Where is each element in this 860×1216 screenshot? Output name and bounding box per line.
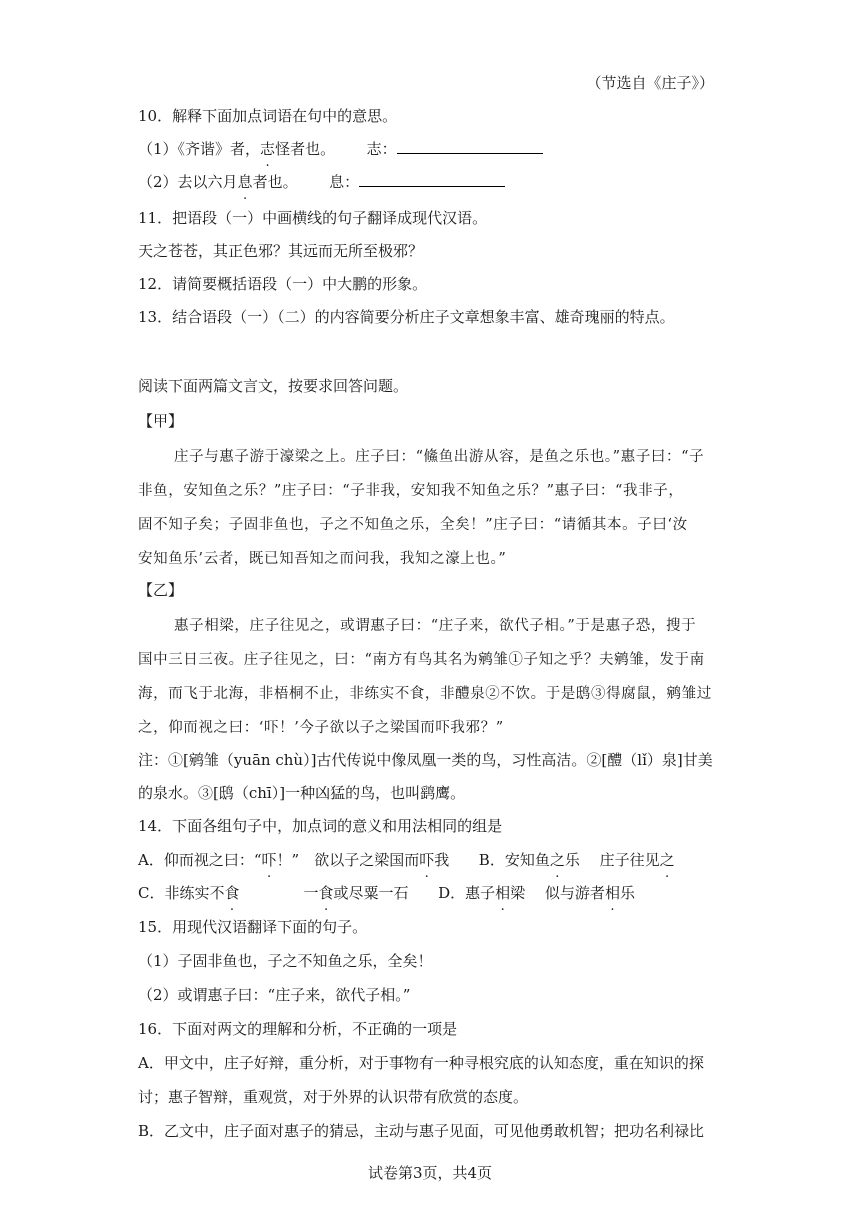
q10-item1-dotted-word: 志 xyxy=(260,140,276,158)
q14-options-row-1 xyxy=(138,850,675,870)
q14-d-text-3: 乐 xyxy=(619,884,635,902)
q14-a-dotted-2: 吓 xyxy=(419,851,435,869)
question-11-sentence: 天之苍苍，其正色邪？其远而无所至极邪？ xyxy=(138,242,424,260)
q16-option-b-line-1[interactable]: B．乙文中，庄子面对惠子的猜忌，主动与惠子见面，可见他勇敢机智；把功名利禄比 xyxy=(138,1122,705,1140)
source-note: （节选自《庄子》） xyxy=(586,74,714,92)
q14-b-dotted-2: 之 xyxy=(659,851,675,869)
q10-item1-pre: （1）《齐谐》者， xyxy=(138,140,261,158)
question-15-stem: 15．用现代汉语翻译下面的句子。 xyxy=(138,918,368,936)
question-13-stem: 13．结合语段（一）（二）的内容简要分析庄子文章想象丰富、雄奇瑰丽的特点。 xyxy=(138,308,675,326)
q10-item2-dotted-word: 息 xyxy=(237,173,253,191)
passage-yi-label: 【乙】 xyxy=(138,581,184,599)
yi-line-4: 之，仰而视之曰：‘吓！’今子欲以子之梁国而吓我邪？” xyxy=(138,720,504,736)
q14-d-dotted-1: 相 xyxy=(495,884,511,902)
yi-line-1: 惠子相梁，庄子往见之，或谓惠子曰：“庄子来，欲代子相。”于是惠子恐，搜于 xyxy=(174,618,697,634)
question-10-item-2 xyxy=(138,172,505,192)
yi-line-2: 国中三日三夜。庄子往见之，曰：“南方有鸟其名为鹓雏①子知之乎？夫鹓雏，发于南 xyxy=(138,652,705,668)
q14-c-text-1: C．非练实不 xyxy=(138,884,225,902)
q14-d-text-1: D．惠子 xyxy=(438,884,496,902)
question-16-stem: 16．下面对两文的理解和分析，不正确的一项是 xyxy=(138,1020,458,1038)
q14-options-row-2 xyxy=(138,883,635,903)
question-11-stem: 11．把语段（一）中画横线的句子翻译成现代汉语。 xyxy=(138,209,488,227)
question-15-item-1: （1）子固非鱼也，子之不知鱼之乐，全矣！ xyxy=(138,952,433,970)
question-10-item-1 xyxy=(138,139,543,159)
q14-option-d[interactable] xyxy=(438,884,635,902)
answer-blank-2[interactable] xyxy=(359,172,505,187)
q14-a-text-1: A．仰而视之曰：“ xyxy=(138,851,262,869)
q16-option-a-line-1[interactable]: A．甲文中，庄子好辩，重分析，对于事物有一种寻根究底的认知态度，重在知识的探 xyxy=(138,1054,704,1072)
q10-item2-pre: （2）去以六月 xyxy=(138,173,238,191)
q14-c-dotted-2: 食 xyxy=(318,884,334,902)
q14-b-text-2: 乐 庄子往见 xyxy=(564,851,660,869)
q14-a-dotted-1: 吓 xyxy=(261,851,277,869)
jia-line-3: 固不知子矣；子固非鱼也，子之不知鱼之乐，全矣！”庄子曰：“请循其本。子曰‘汝 xyxy=(138,517,688,533)
q14-c-text-2: 一 xyxy=(303,884,319,902)
q10-item2-label: 息： xyxy=(329,173,360,191)
q14-option-b[interactable] xyxy=(479,851,675,869)
yi-line-3: 海，而飞于北海，非梧桐不止，非练实不食，非醴泉②不饮。于是鸱③得腐鼠，鹓雏过 xyxy=(138,686,712,702)
answer-blank-1[interactable] xyxy=(397,139,543,154)
jia-line-2: 非鱼，安知鱼之乐？”庄子曰：“子非我，安知我不知鱼之乐？”惠子曰：“我非子， xyxy=(138,483,684,499)
q10-item1-post: 怪者也。 xyxy=(275,140,336,158)
q14-option-a[interactable] xyxy=(138,851,449,869)
q16-option-a-line-2: 讨；惠子智辩，重观赏，对于外界的认识带有欣赏的态度。 xyxy=(138,1088,529,1106)
q14-c-text-3: 或尽粟一石 xyxy=(333,884,409,902)
page-footer: 试卷第3页，共4页 xyxy=(367,1164,493,1182)
q14-b-text-1: B．安知鱼 xyxy=(478,851,550,869)
q14-b-dotted-1: 之 xyxy=(549,851,565,869)
q10-item2-post: 者也。 xyxy=(252,173,298,191)
question-15-item-2: （2）或谓惠子曰：“庄子来，欲代子相。” xyxy=(138,986,411,1004)
passage-intro: 阅读下面两篇文言文，按要求回答问题。 xyxy=(138,377,409,395)
q14-a-text-2: ！” 欲以子之梁国而 xyxy=(276,851,420,869)
jia-line-4: 安知鱼乐’云者，既已知吾知之而问我，我知之濠上也。” xyxy=(138,551,507,567)
q14-d-dotted-2: 相 xyxy=(604,884,620,902)
passage-jia-label: 【甲】 xyxy=(138,412,184,430)
q14-c-dotted-1: 食 xyxy=(224,884,240,902)
q14-d-text-2: 梁 似与游者 xyxy=(510,884,605,902)
q14-a-text-3: 我 xyxy=(434,851,450,869)
notes-line-1: 注：①[鹓雏（yuān chù）]古代传说中像凤凰一类的鸟，习性高洁。②[醴（lǐ）泉]甘美 xyxy=(138,751,713,769)
q14-option-c[interactable] xyxy=(138,884,409,902)
notes-line-2: 的泉水。③[鸱（chī）]一种凶猛的鸟，也叫鹞鹰。 xyxy=(138,784,466,802)
question-12-stem: 12．请简要概括语段（一）中大鹏的形象。 xyxy=(138,275,428,293)
question-14-stem: 14．下面各组句子中，加点词的意义和用法相同的组是 xyxy=(138,817,503,835)
question-10-stem: 10．解释下面加点词语在句中的意思。 xyxy=(138,107,398,125)
jia-line-1: 庄子与惠子游于濠梁之上。庄子曰：“鯈鱼出游从容，是鱼之乐也。”惠子曰：“子 xyxy=(174,449,705,465)
q10-item1-label: 志： xyxy=(366,140,397,158)
